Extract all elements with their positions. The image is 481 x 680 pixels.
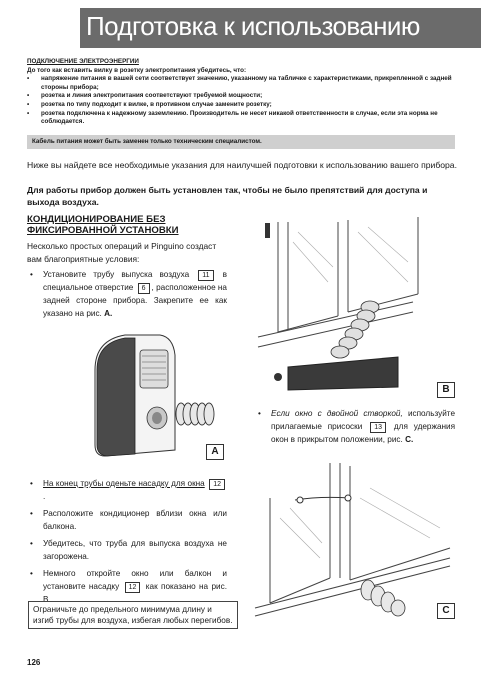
right-bullet — [255, 407, 455, 446]
figure-c-illustration — [250, 458, 460, 618]
bold-paragraph: Для работы прибор должен быть установлен так, чтобы не было препятствий для доступа и выхода воздуха. — [27, 185, 428, 207]
page-title-bar — [80, 8, 481, 48]
list-item: • Если окно с двойной створкой, используйте прилагаемые присоски 13 для удержания окон в прикрытом положении, рис. C. — [255, 407, 455, 446]
electrical-heading: ПОДКЛЮЧЕНИЕ ЭЛЕКТРОЭНЕРГИИ — [27, 58, 139, 65]
figure-a-label: A — [206, 444, 224, 460]
ref-13: 13 — [370, 422, 386, 433]
electrical-list — [27, 75, 457, 127]
figure-b-illustration — [248, 212, 458, 392]
list-item: • Расположите кондиционер вблизи окна или балкона. — [27, 507, 227, 533]
electrical-item: • напряжение питания в вашей сети соответствует значению, указанному на табличке с характеристиками, прикрепленной с задней стороны прибора; — [27, 75, 457, 92]
figure-b-label: B — [437, 382, 455, 398]
page-number: 126 — [27, 658, 41, 667]
electrical-connection-section — [27, 58, 457, 127]
bullet-list-bottom — [27, 477, 227, 610]
electrical-item: • розетка по типу подходит к вилке, в противном случае замените розетку; — [27, 101, 457, 110]
list-item: • Убедитесь, что труба для выпуска воздуха не загорожена. — [27, 537, 227, 563]
list-item: • Немного откройте окно или балкон и установите насадку 12 как показано на рис. В. — [27, 567, 227, 606]
cable-note-text: Кабель питания может быть заменен только техническим специалистом. — [32, 138, 262, 145]
section-intro: Несколько простых операций и Pinguino создаст вам благоприятные условия: — [27, 241, 217, 264]
ref-6: 6 — [138, 283, 150, 294]
cable-note-box — [27, 135, 455, 149]
electrical-intro: До того как вставить вилку в розетку электропитания убедитесь, что: — [27, 66, 247, 74]
note-box: Ограничьте до предельного минимума длину и изгиб трубы для воздуха, избегая любых перегибов. — [28, 601, 238, 629]
electrical-item: • розетка подключена к надежному заземлению. Производитель не несет никакой ответственности в случае, если эта норма не соблюдается. — [27, 110, 457, 127]
intro-paragraph: Ниже вы найдете все необходимые указания для наилучшей подготовки к использованию вашего прибора. — [27, 160, 457, 170]
ref-12: 12 — [209, 479, 225, 490]
ref-12: 12 — [125, 582, 141, 593]
figure-c-label: C — [437, 603, 455, 619]
page-title: Подготовка к использованию — [86, 11, 420, 41]
list-item: • На конец трубы оденьте насадку для окна 12. — [27, 477, 227, 503]
figure-a-illustration — [85, 310, 235, 460]
electrical-item: • розетка и линия электропитания соответствуют требуемой мощности; — [27, 92, 457, 101]
section-heading: КОНДИЦИОНИРОВАНИЕ БЕЗ ФИКСИРОВАННОЙ УСТАНОВКИ — [27, 214, 179, 236]
list-item: • Установите трубу выпуска воздуха 11 в специальное отверстие 6 , расположенное на задней стороне прибора. Закрепите ее как указано на рис. A. — [27, 268, 227, 320]
fig-ref: A. — [104, 309, 113, 318]
ref-11: 11 — [198, 270, 213, 281]
